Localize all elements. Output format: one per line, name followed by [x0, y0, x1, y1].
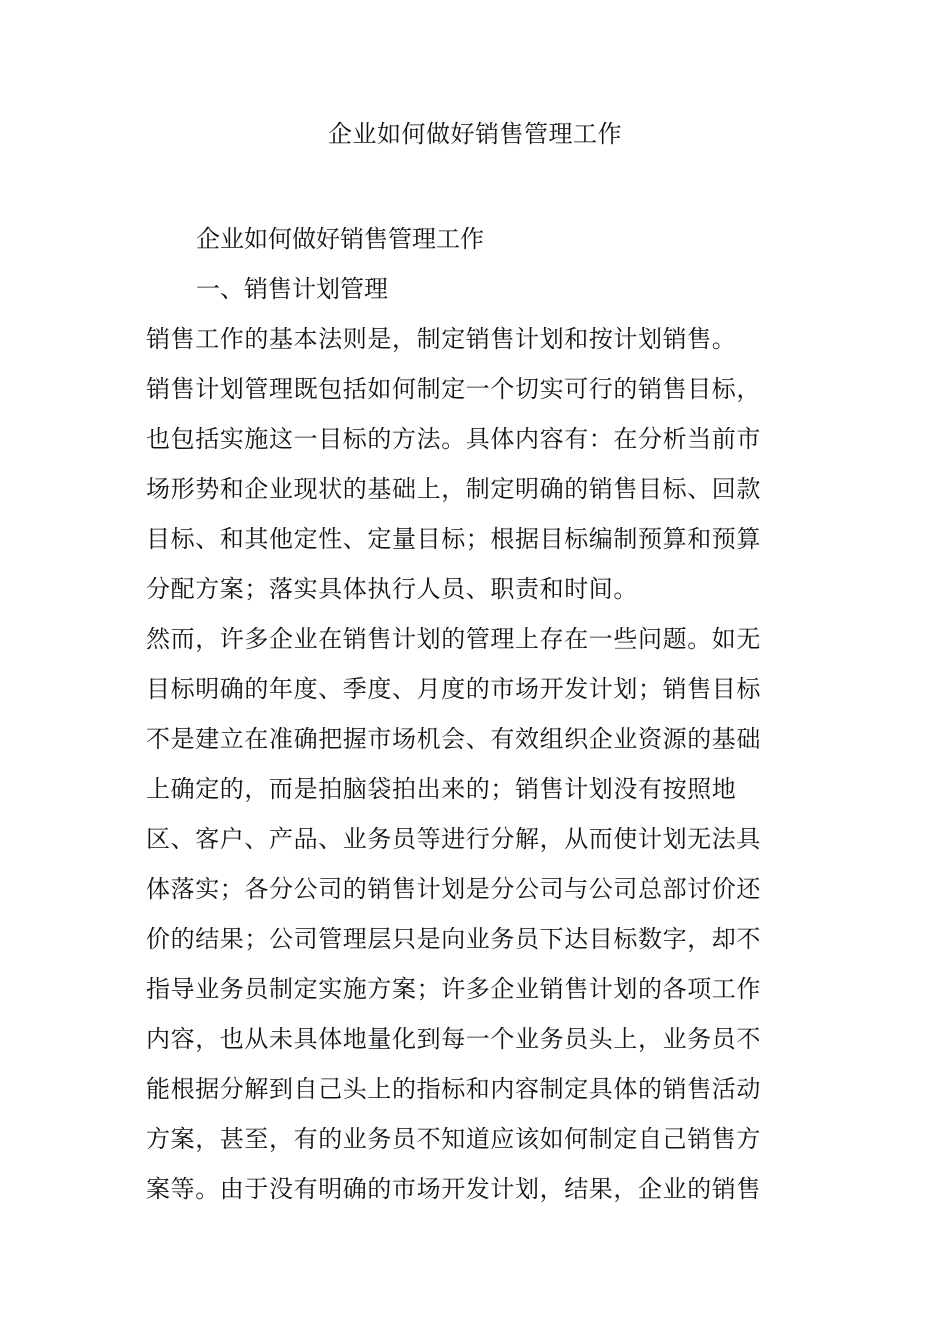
paragraph-line: 目标明确的年度、季度、月度的市场开发计划；销售目标: [146, 675, 761, 703]
paragraph-line: 指导业务员制定实施方案；许多企业销售计划的各项工作: [146, 975, 761, 1003]
paragraph-line: 也包括实施这一目标的方法。具体内容有：在分析当前市: [146, 425, 761, 453]
paragraph-line: 销售工作的基本法则是，制定销售计划和按计划销售。: [146, 325, 737, 353]
paragraph-line: 区、客户、产品、业务员等进行分解，从而使计划无法具: [146, 825, 761, 853]
paragraph-line: 销售计划管理既包括如何制定一个切实可行的销售目标，: [146, 375, 761, 403]
paragraph-line: 上确定的，而是拍脑袋拍出来的；销售计划没有按照地: [146, 775, 737, 803]
paragraph-line: 然而，许多企业在销售计划的管理上存在一些问题。如无: [146, 625, 761, 653]
paragraph-line: 体落实；各分公司的销售计划是分公司与公司总部讨价还: [146, 875, 761, 903]
paragraph-line: 内容，也从未具体地量化到每一个业务员头上，业务员不: [146, 1025, 761, 1053]
section-heading: 一、销售计划管理: [196, 275, 388, 303]
paragraph-line: 不是建立在准确把握市场机会、有效组织企业资源的基础: [146, 725, 761, 753]
paragraph-line: 分配方案；落实具体执行人员、职责和时间。: [146, 575, 638, 603]
subtitle: 企业如何做好销售管理工作: [196, 225, 484, 253]
paragraph-line: 能根据分解到自己头上的指标和内容制定具体的销售活动: [146, 1075, 761, 1103]
paragraph-line: 价的结果；公司管理层只是向业务员下达目标数字，却不: [146, 925, 761, 953]
paragraph-line: 目标、和其他定性、定量目标；根据目标编制预算和预算: [146, 525, 761, 553]
paragraph-line: 场形势和企业现状的基础上，制定明确的销售目标、回款: [146, 475, 761, 503]
document-title: 企业如何做好销售管理工作: [328, 120, 622, 148]
paragraph-line: 案等。由于没有明确的市场开发计划，结果，企业的销售: [146, 1175, 761, 1203]
document-body: [146, 214, 786, 1214]
paragraph-line: 方案，甚至，有的业务员不知道应该如何制定自己销售方: [146, 1125, 761, 1153]
